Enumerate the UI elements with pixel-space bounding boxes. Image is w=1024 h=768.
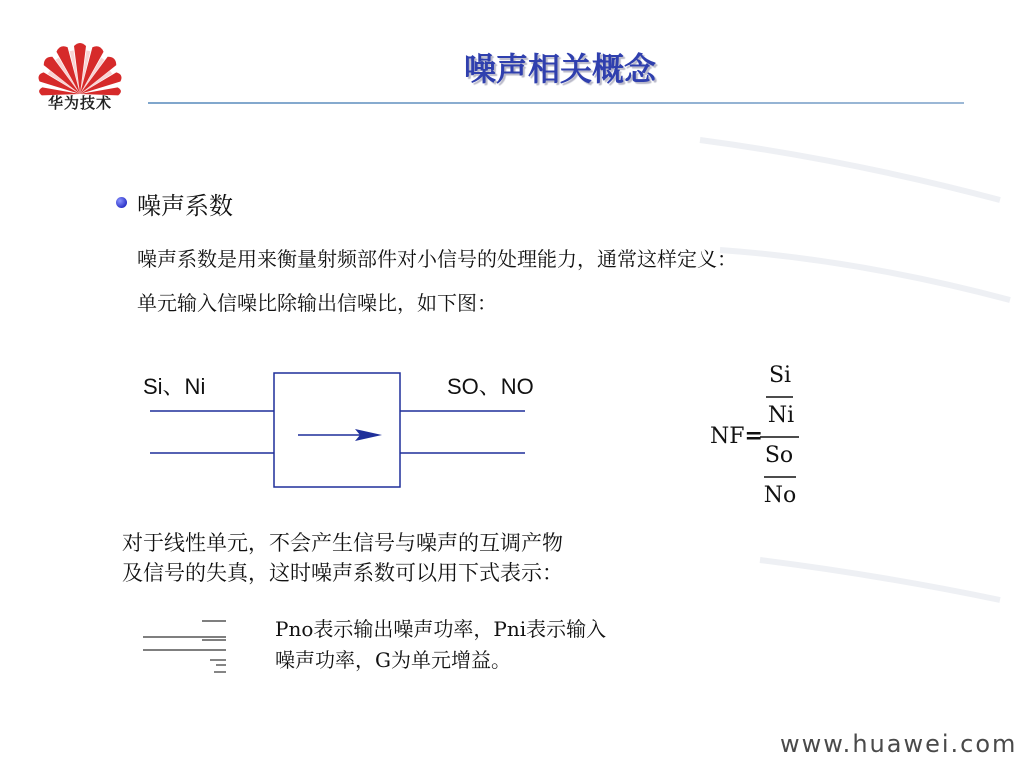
nf-lhs: [710, 423, 763, 449]
unit-box: [274, 373, 400, 487]
pno-pni-description: [275, 614, 606, 676]
description-line-1: Pno表示输出噪声功率，Pni表示输入: [275, 617, 607, 641]
linear-unit-line-2: 及信号的失真，这时噪声系数可以用下式表示：: [122, 561, 563, 585]
title-divider: [148, 102, 964, 104]
nf-symbol: NF: [710, 424, 745, 449]
input-label: Si、Ni: [143, 374, 206, 399]
description-line-2: 噪声功率，G为单元增益。: [275, 648, 511, 672]
website-url: www.huawei.com: [780, 730, 1018, 758]
definition-text-2: 单元输入信噪比除输出信噪比，如下图：: [137, 291, 497, 315]
bullet-heading: 噪声系数: [137, 192, 233, 220]
logo-text: 华为技术: [47, 94, 112, 112]
formula-si: Si: [768, 363, 792, 388]
definition-text: 噪声系数是用来衡量射频部件对小信号的处理能力，通常这样定义：: [137, 247, 737, 271]
linear-unit-text: [122, 528, 563, 588]
formula-no: No: [763, 483, 797, 508]
formula-so: So: [764, 443, 794, 468]
bullet-icon: [116, 197, 127, 208]
formula-graphic: [140, 615, 240, 680]
linear-unit-line-1: 对于线性单元，不会产生信号与噪声的互调产物: [122, 531, 563, 555]
slide-title: 噪声相关概念: [463, 50, 656, 88]
equals-sign: =: [744, 423, 763, 449]
output-label: SO、NO: [447, 374, 534, 399]
formula-ni: Ni: [767, 403, 795, 428]
